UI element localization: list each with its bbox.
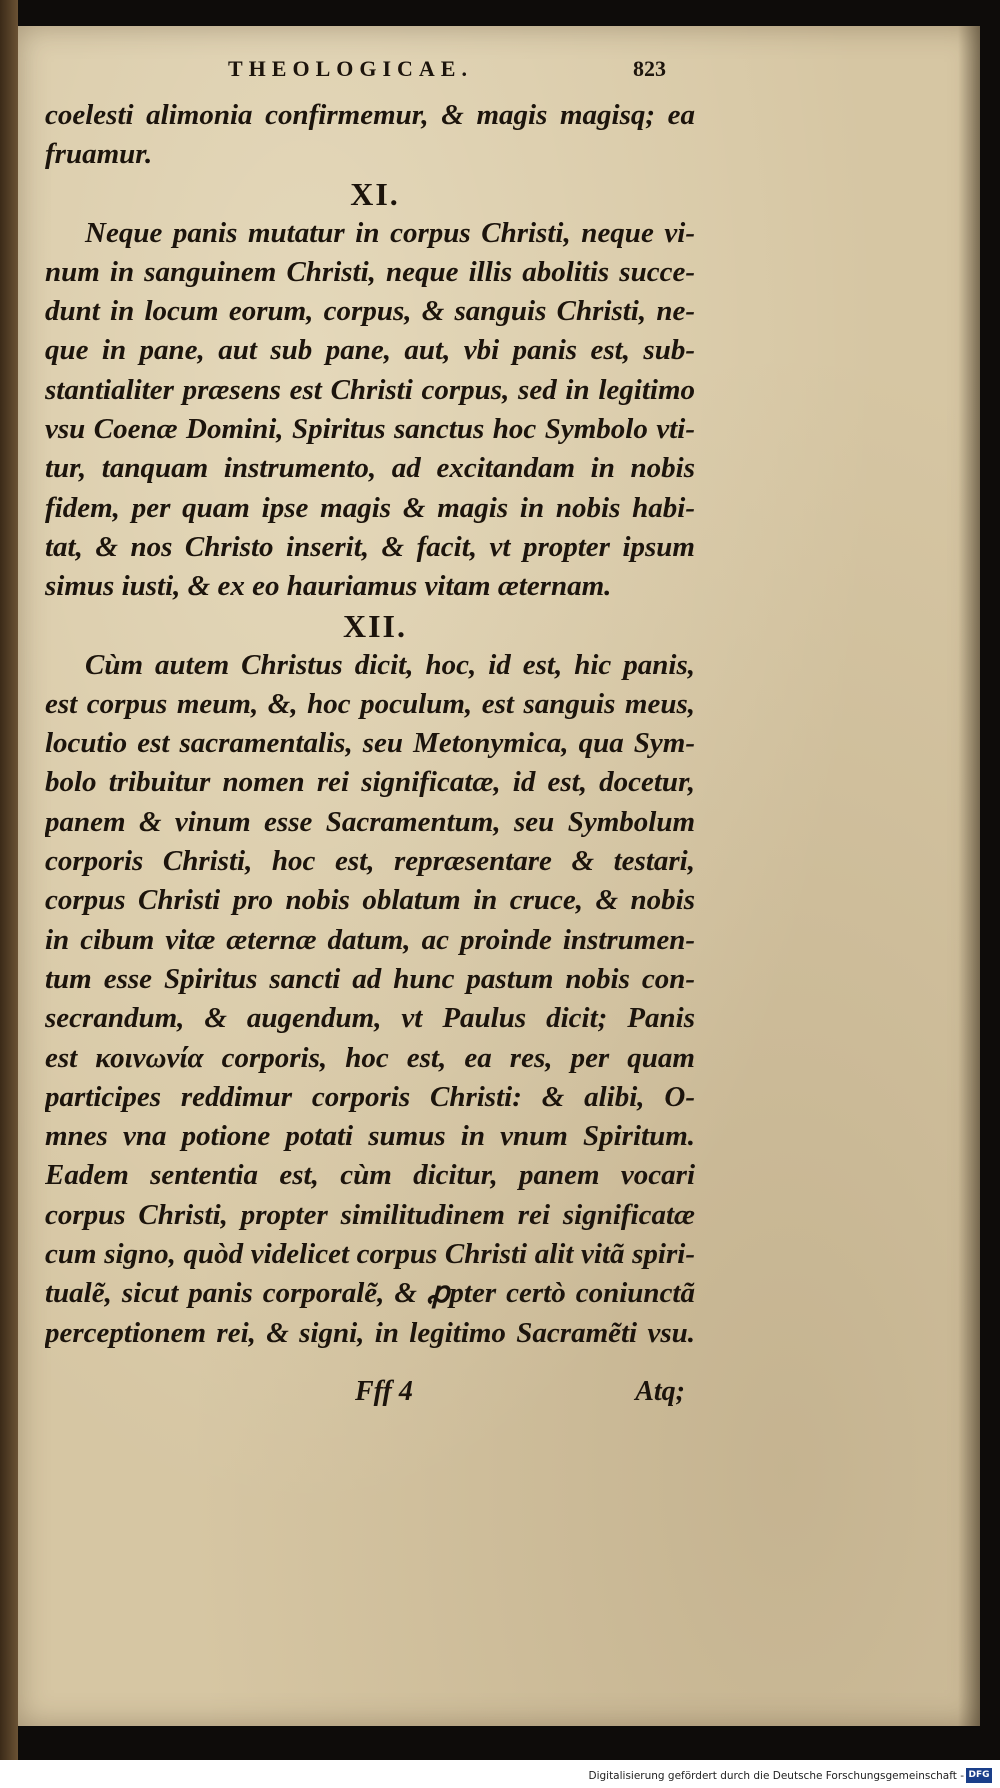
text-line: tum esse Spiritus sancti ad hunc pastum nobis con- <box>45 962 695 995</box>
section-xii-paragraph <box>45 646 695 1353</box>
text-line: coelesti alimonia confirmemur, & magis magisq; ea <box>45 99 695 131</box>
text-line: perceptionem rei, & signi, in legitimo Sacramẽti vsu. <box>45 1316 695 1349</box>
opening-paragraph <box>45 96 695 175</box>
binding-edge <box>0 0 18 1760</box>
body-text <box>45 96 695 1353</box>
text-line: est κοινωνία corporis, hoc est, ea res, per quam <box>45 1041 695 1074</box>
text-line: simus iusti, & ex eo hauriamus vitam æternam. <box>45 570 612 603</box>
text-line: cum signo, quòd videlicet corpus Christi alit vitã spiri- <box>45 1238 695 1271</box>
signature-mark: Fff 4 <box>355 1376 413 1407</box>
running-head-title: THEOLOGICAE. <box>228 56 473 81</box>
text-line: tat, & nos Christo inserit, & facit, vt propter ipsum <box>45 530 695 563</box>
text-line: panem & vinum esse Sacramentum, seu Symbolum <box>45 805 695 838</box>
dfg-logo: DFG <box>966 1768 992 1783</box>
text-line: Neque panis mutatur in corpus Christi, neque vi- <box>85 216 695 249</box>
text-line: Cùm autem Christus dicit, hoc, id est, hic panis, <box>85 648 695 681</box>
catchword: Atq; <box>635 1376 685 1407</box>
text-line: in cibum vitæ æternæ datum, ac proinde instrumen- <box>45 923 695 956</box>
page-footer <box>45 1376 695 1412</box>
text-line: participes reddimur corporis Christi: & alibi, O- <box>45 1080 695 1113</box>
text-line: bolo tribuitur nomen rei significatæ, id est, docetur, <box>45 766 695 799</box>
digitization-credit: Digitalisierung gefördert durch die Deutsche Forschungsgemeinschaft - <box>588 1770 964 1782</box>
text-line: stantialiter præsens est Christi corpus, sed in legitimo <box>45 373 695 406</box>
running-head <box>18 56 980 88</box>
text-line: corpus Christi pro nobis oblatum in cruce, & nobis <box>45 884 695 917</box>
text-line: corporis Christi, hoc est, repræsentare & testari, <box>45 845 695 878</box>
text-line: corpus Christi, propter similitudinem rei significatæ <box>45 1198 695 1231</box>
book-page <box>18 26 980 1726</box>
page-number: 823 <box>633 56 666 81</box>
text-line: fruamur. <box>45 138 153 171</box>
page-shadow-edge <box>958 26 980 1726</box>
text-line: secrandum, & augendum, vt Paulus dicit; Panis <box>45 1002 695 1035</box>
text-line: Eadem sententia est, cùm dicitur, panem vocari <box>45 1159 695 1192</box>
text-line: tur, tanquam instrumento, ad excitandam in nobis <box>45 452 695 485</box>
text-line: num in sanguinem Christi, neque illis abolitis succe- <box>45 255 695 288</box>
text-line: tualẽ, sicut panis corporalẽ, & ꝓpter certò coniunctã <box>45 1277 695 1310</box>
section-numeral-xi: XI. <box>350 175 400 212</box>
text-line: fidem, per quam ipse magis & magis in nobis habi- <box>45 491 695 524</box>
text-line: mnes vna potione potati sumus in vnum Spiritum. <box>45 1120 695 1153</box>
text-line: vsu Coenæ Domini, Spiritus sanctus hoc Symbolo vti- <box>45 413 695 446</box>
text-line: est corpus meum, &, hoc poculum, est sanguis meus, <box>45 687 695 720</box>
text-line: que in pane, aut sub pane, aut, vbi panis est, sub- <box>45 334 695 367</box>
section-numeral-xii: XII. <box>342 607 407 644</box>
section-xi-paragraph <box>45 214 695 607</box>
text-line: dunt in locum eorum, corpus, & sanguis Christi, ne- <box>45 295 695 328</box>
text-line: locutio est sacramentalis, seu Metonymica, qua Sym- <box>45 727 695 760</box>
